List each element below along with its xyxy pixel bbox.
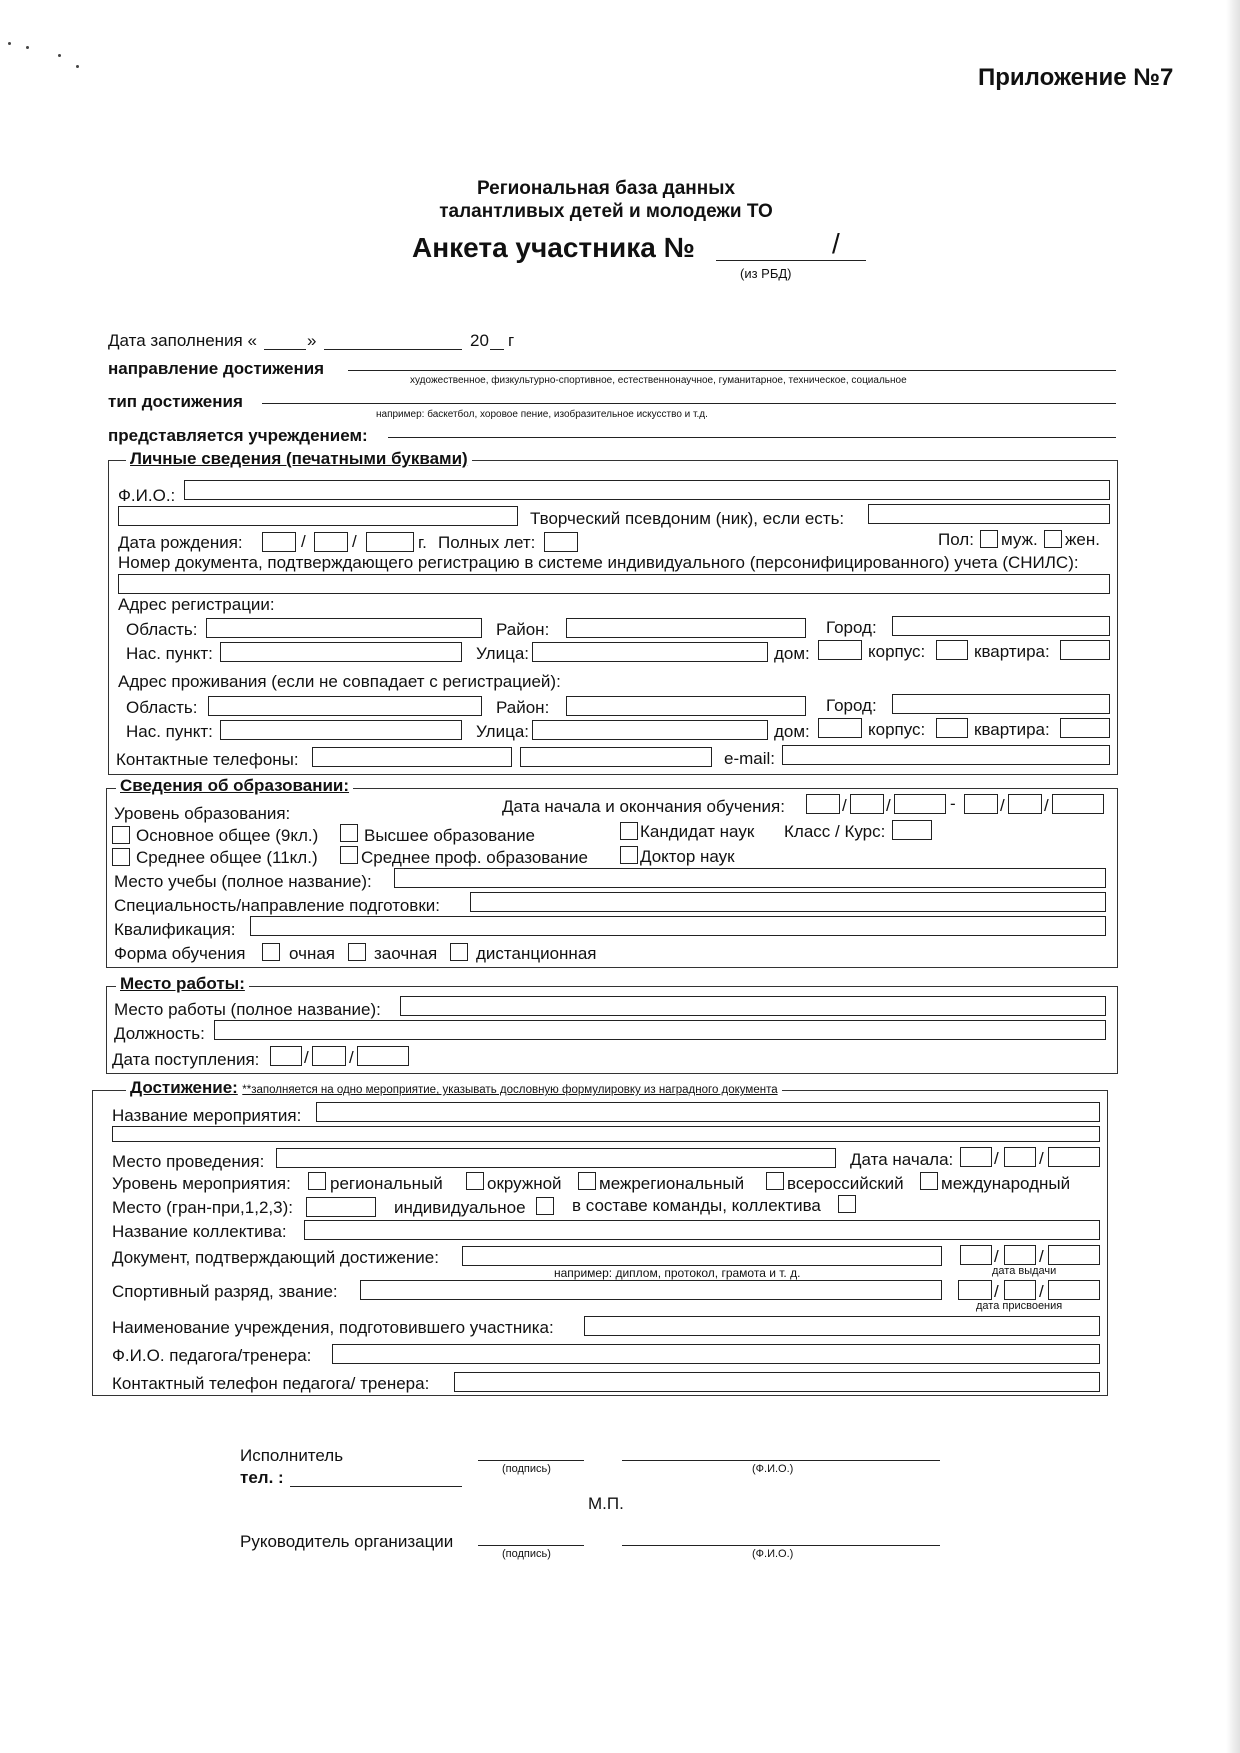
full-years-label: Полных лет: — [438, 533, 536, 552]
live-flat-label: квартира: — [974, 720, 1050, 739]
snils-field[interactable] — [118, 574, 1110, 594]
type-field[interactable] — [262, 392, 1116, 404]
edu-dates-dash: - — [950, 794, 956, 813]
header-line1: Региональная база данных — [476, 178, 736, 199]
birth-label: Дата рождения: — [118, 533, 243, 552]
class-field[interactable] — [892, 820, 932, 840]
live-city-field[interactable] — [892, 694, 1110, 714]
position-label: Должность: — [114, 1024, 205, 1043]
collective-label: Название коллектива: — [112, 1222, 287, 1241]
fio-field-2[interactable] — [118, 506, 518, 526]
interregional-checkbox[interactable] — [578, 1172, 596, 1190]
event-start-month-field[interactable] — [1004, 1147, 1036, 1167]
reg-street-field[interactable] — [532, 642, 768, 662]
speciality-label: Специальность/направление подготовки: — [114, 896, 440, 915]
team-checkbox[interactable] — [838, 1195, 856, 1213]
email-field[interactable] — [782, 745, 1110, 765]
teacher-field[interactable] — [332, 1344, 1100, 1364]
reg-street-label: Улица: — [476, 644, 529, 663]
work-place-field[interactable] — [400, 996, 1106, 1016]
head-signature-caption: (подпись) — [502, 1548, 551, 1560]
event-name-field[interactable] — [316, 1102, 1100, 1122]
extramural-label: заочная — [374, 944, 438, 963]
rank-month-field[interactable] — [1004, 1280, 1036, 1300]
work-start-month-field[interactable] — [312, 1046, 346, 1066]
female-label: жен. — [1065, 530, 1100, 549]
distance-label: дистанционная — [476, 944, 597, 963]
individual-label: индивидуальное — [394, 1198, 526, 1217]
event-start-year-field[interactable] — [1048, 1147, 1100, 1167]
live-region-label: Область: — [126, 698, 198, 717]
rank-label: Спортивный разряд, звание: — [112, 1282, 338, 1301]
vocational-label: Среднее проф. образование — [361, 848, 588, 867]
edu-slash-4: / — [1044, 796, 1049, 815]
reg-district-label: Район: — [496, 620, 550, 639]
work-place-label: Место работы (полное название): — [114, 1000, 381, 1019]
teacher-phone-label: Контактный телефон педагога/ тренера: — [112, 1374, 430, 1393]
rank-slash-2: / — [1039, 1282, 1044, 1301]
head-fio-caption: (Ф.И.О.) — [752, 1548, 794, 1560]
head-fio-field[interactable] — [622, 1531, 940, 1546]
executor-signature-field[interactable] — [478, 1446, 584, 1461]
event-start-day-field[interactable] — [960, 1147, 992, 1167]
issue-month-field[interactable] — [1004, 1245, 1036, 1265]
study-form-label: Форма обучения — [114, 944, 246, 963]
place-field[interactable] — [306, 1197, 376, 1217]
live-house-field[interactable] — [818, 718, 862, 738]
number-slash: / — [832, 228, 840, 259]
fio-field[interactable] — [184, 480, 1110, 500]
live-street-field[interactable] — [532, 720, 768, 740]
live-district-label: Район: — [496, 698, 550, 717]
event-name-label: Название мероприятия: — [112, 1106, 302, 1125]
reg-building-label: корпус: — [868, 642, 926, 661]
reg-region-label: Область: — [126, 620, 198, 639]
higher-education-label: Высшее образование — [364, 826, 535, 845]
edu-level-label: Уровень образования: — [114, 804, 291, 823]
tel-label: тел. : — [240, 1468, 284, 1487]
participant-number-field[interactable] — [716, 236, 866, 261]
secondary-general-checkbox[interactable] — [112, 848, 130, 866]
birth-year-field[interactable] — [366, 532, 414, 552]
edu-start-year-field[interactable] — [894, 794, 946, 814]
live-settlement-label: Нас. пункт: — [126, 722, 213, 741]
reg-address-label: Адрес регистрации: — [118, 595, 275, 614]
header-line2: талантливых детей и молодежи ТО — [439, 201, 773, 222]
basic-general-label: Основное общее (9кл.) — [136, 826, 319, 845]
edu-dates-label: Дата начала и окончания обучения: — [502, 797, 785, 816]
document-label: Документ, подтверждающий достижение: — [112, 1248, 439, 1267]
fulltime-checkbox[interactable] — [262, 943, 280, 961]
live-street-label: Улица: — [476, 722, 529, 741]
live-house-label: дом: — [774, 722, 810, 741]
male-checkbox[interactable] — [980, 530, 998, 548]
school-label: Наименование учреждения, подготовившего участника: — [112, 1318, 554, 1337]
rank-year-field[interactable] — [1048, 1280, 1100, 1300]
regional-checkbox[interactable] — [308, 1172, 326, 1190]
document-field[interactable] — [462, 1246, 942, 1266]
email-label: e-mail: — [724, 749, 776, 768]
edu-start-month-field[interactable] — [850, 794, 884, 814]
fulltime-label: очная — [289, 944, 335, 963]
fill-day-field[interactable] — [264, 332, 306, 350]
female-checkbox[interactable] — [1044, 530, 1062, 548]
page-edge-shadow — [1226, 0, 1240, 1753]
edu-end-year-field[interactable] — [1052, 794, 1104, 814]
work-legend: Место работы: — [116, 974, 249, 994]
reg-building-field[interactable] — [936, 640, 968, 660]
allrussian-label: всероссийский — [787, 1174, 904, 1193]
work-start-day-field[interactable] — [270, 1046, 302, 1066]
phone-field-2[interactable] — [520, 747, 712, 767]
edu-end-month-field[interactable] — [1008, 794, 1042, 814]
birth-slash-1: / — [301, 532, 306, 551]
event-start-label: Дата начала: — [850, 1150, 954, 1169]
candidate-checkbox[interactable] — [620, 822, 638, 840]
live-settlement-field[interactable] — [220, 720, 462, 740]
extramural-checkbox[interactable] — [348, 943, 366, 961]
phone-field-1[interactable] — [312, 747, 512, 767]
live-district-field[interactable] — [566, 696, 806, 716]
scan-speck — [8, 42, 11, 45]
reg-region-field[interactable] — [206, 618, 482, 638]
achievement-legend-wrap — [126, 1078, 782, 1098]
direction-label: направление достижения — [108, 359, 325, 378]
reg-city-label: Город: — [826, 618, 877, 637]
individual-checkbox[interactable] — [536, 1197, 554, 1215]
tel-field[interactable] — [290, 1470, 462, 1487]
sex-label: Пол: — [938, 530, 974, 549]
achievement-legend: Достижение: — [130, 1078, 238, 1097]
appendix-label: Приложение №7 — [978, 64, 1174, 91]
edu-slash-1: / — [842, 796, 847, 815]
international-checkbox[interactable] — [920, 1172, 938, 1190]
full-years-field[interactable] — [544, 532, 578, 552]
executor-fio-caption: (Ф.И.О.) — [752, 1463, 794, 1475]
issue-day-field[interactable] — [960, 1245, 992, 1265]
direction-hint: художественное, физкультурно-спортивное, естественнонаучное, гуманитарное, техническое, социальное — [410, 375, 907, 386]
reg-flat-label: квартира: — [974, 642, 1050, 661]
birth-day-field[interactable] — [262, 532, 296, 552]
achievement-legend-note: **заполняется на одно мероприятие, указывать дословную формулировку из наградного документа — [242, 1084, 778, 1096]
birth-slash-2: / — [352, 532, 357, 551]
executor-fio-field[interactable] — [622, 1446, 940, 1461]
distance-checkbox[interactable] — [450, 943, 468, 961]
scan-speck — [76, 65, 79, 68]
scan-speck — [26, 46, 29, 49]
edu-slash-2: / — [886, 796, 891, 815]
education-legend: Сведения об образовании: — [116, 776, 353, 796]
birth-year-mark: г. — [418, 533, 427, 552]
reg-settlement-label: Нас. пункт: — [126, 644, 213, 663]
fill-date-label: Дата заполнения « — [108, 331, 257, 350]
interregional-label: межрегиональный — [599, 1174, 745, 1193]
qualification-field[interactable] — [250, 916, 1106, 936]
team-label: в составе команды, коллектива — [572, 1196, 821, 1215]
scan-speck — [58, 54, 61, 57]
document-hint: например: диплом, протокол, грамота и т. д. — [554, 1266, 801, 1280]
issue-date-label: дата выдачи — [992, 1265, 1057, 1277]
qualification-label: Квалификация: — [114, 920, 236, 939]
executor-label: Исполнитель — [240, 1446, 344, 1465]
work-slash-2: / — [349, 1048, 354, 1067]
fill-month-field[interactable] — [324, 332, 462, 350]
edu-slash-3: / — [1000, 796, 1005, 815]
male-label: муж. — [1001, 530, 1038, 549]
reg-flat-field[interactable] — [1060, 640, 1110, 660]
district-label: окружной — [487, 1174, 562, 1193]
fill-year-field[interactable] — [490, 332, 504, 350]
live-city-label: Город: — [826, 696, 877, 715]
collective-field[interactable] — [304, 1220, 1100, 1240]
reg-house-label: дом: — [774, 644, 810, 663]
rbd-note: (из РБД) — [740, 266, 792, 281]
edu-end-day-field[interactable] — [964, 794, 998, 814]
place-label: Место (гран-при,1,2,3): — [112, 1198, 293, 1217]
live-building-field[interactable] — [936, 718, 968, 738]
rank-date-label: дата присвоения — [976, 1300, 1063, 1312]
live-address-label: Адрес проживания (если не совпадает с регистрацией): — [118, 672, 561, 691]
teacher-label: Ф.И.О. педагога/тренера: — [112, 1346, 312, 1365]
type-label: тип достижения — [108, 392, 243, 411]
regional-label: региональный — [330, 1174, 443, 1193]
issue-slash-2: / — [1039, 1247, 1044, 1266]
snils-label: Номер документа, подтверждающего регистрацию в системе индивидуального (персонифицированного) учета (СНИЛС): — [118, 553, 1079, 572]
executor-signature-caption: (подпись) — [502, 1463, 551, 1475]
vocational-checkbox[interactable] — [340, 846, 358, 864]
head-label: Руководитель организации — [240, 1532, 454, 1551]
stamp-label: М.П. — [588, 1494, 624, 1513]
study-place-label: Место учебы (полное название): — [114, 872, 372, 891]
phones-label: Контактные телефоны: — [116, 750, 299, 769]
head-signature-field[interactable] — [478, 1531, 584, 1546]
rank-field[interactable] — [360, 1280, 942, 1300]
reg-house-field[interactable] — [818, 640, 862, 660]
higher-education-checkbox[interactable] — [340, 824, 358, 842]
event-name-field-2[interactable] — [112, 1126, 1100, 1142]
live-region-field[interactable] — [208, 696, 482, 716]
class-label: Класс / Курс: — [784, 822, 886, 841]
issue-slash-1: / — [994, 1247, 999, 1266]
live-building-label: корпус: — [868, 720, 926, 739]
position-field[interactable] — [214, 1020, 1106, 1040]
venue-field[interactable] — [276, 1148, 836, 1168]
work-slash-1: / — [304, 1048, 309, 1067]
fill-date-close: » — [307, 331, 317, 350]
basic-general-checkbox[interactable] — [112, 826, 130, 844]
event-slash-2: / — [1039, 1149, 1044, 1168]
reg-settlement-field[interactable] — [220, 642, 462, 662]
doctor-checkbox[interactable] — [620, 846, 638, 864]
venue-label: Место проведения: — [112, 1152, 265, 1171]
international-label: международный — [941, 1174, 1071, 1193]
form-title: Анкета участника № — [412, 232, 695, 263]
issue-year-field[interactable] — [1048, 1245, 1100, 1265]
live-flat-field[interactable] — [1060, 718, 1110, 738]
event-level-label: Уровень мероприятия: — [112, 1174, 291, 1193]
type-hint: например: баскетбол, хоровое пение, изобразительное искусство и т.д. — [376, 409, 708, 420]
work-start-label: Дата поступления: — [112, 1050, 260, 1069]
school-field[interactable] — [584, 1316, 1100, 1336]
institution-field[interactable] — [388, 427, 1116, 438]
institution-label: представляется учреждением: — [108, 426, 368, 445]
allrussian-checkbox[interactable] — [766, 1172, 784, 1190]
fill-year-prefix: 20 — [470, 331, 489, 350]
candidate-label: Кандидат наук — [640, 822, 755, 841]
teacher-phone-field[interactable] — [454, 1372, 1100, 1392]
birth-month-field[interactable] — [314, 532, 348, 552]
district-checkbox[interactable] — [466, 1172, 484, 1190]
edu-start-day-field[interactable] — [806, 794, 840, 814]
event-slash-1: / — [994, 1149, 999, 1168]
rank-day-field[interactable] — [958, 1280, 992, 1300]
study-place-field[interactable] — [394, 868, 1106, 888]
rank-slash-1: / — [994, 1282, 999, 1301]
nick-field[interactable] — [868, 504, 1110, 524]
speciality-field[interactable] — [470, 892, 1106, 912]
personal-legend: Личные сведения (печатными буквами) — [126, 449, 472, 469]
direction-field[interactable] — [348, 359, 1116, 371]
fill-year-suffix: г — [508, 331, 515, 350]
reg-district-field[interactable] — [566, 618, 806, 638]
fio-label: Ф.И.О.: — [118, 486, 176, 505]
reg-city-field[interactable] — [892, 616, 1110, 636]
nick-label: Творческий псевдоним (ник), если есть: — [530, 509, 845, 528]
doctor-label: Доктор наук — [640, 847, 735, 866]
work-start-year-field[interactable] — [357, 1046, 409, 1066]
secondary-general-label: Среднее общее (11кл.) — [136, 848, 318, 867]
